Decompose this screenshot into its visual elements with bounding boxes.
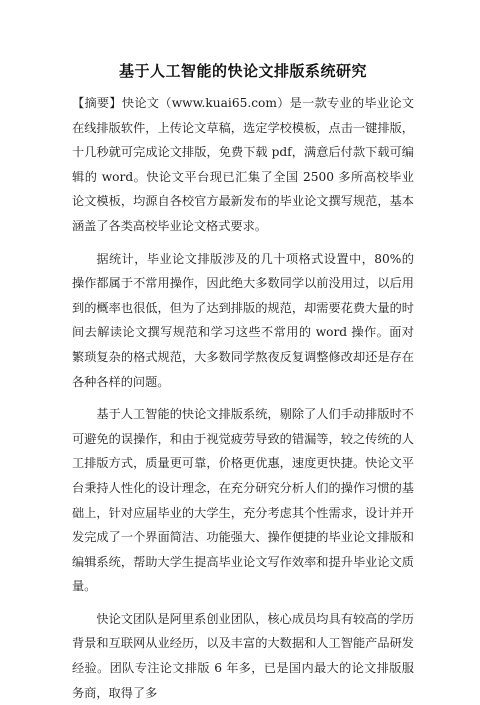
- paragraph-gap: [72, 599, 414, 607]
- abstract-paragraph: [72, 91, 414, 239]
- paragraph-gap: [72, 394, 414, 402]
- document-title: 基于人工智能的快论文排版系统研究: [118, 62, 367, 80]
- paragraph-gap: [72, 239, 414, 247]
- body-paragraph-3: 快论文团队是阿里系创业团队，核心成员均具有较高的学历背景和互联网从业经历，以及丰富的大数据和人工智能产品研发经验。团队专注论文排版 6 年多，已是国内最大的论文排版服务商，取得了多: [72, 611, 414, 700]
- abstract-label: 【摘要】: [72, 96, 122, 110]
- body-paragraph-1: 据统计，毕业论文排版涉及的几十项格式设置中，80%的操作都属于不常用操作，因此绝大多数同学以前没用过，以后用到的概率也很低，但为了达到排版的规范，却需要花费大量的时间去解读论文撰写规范和学习这些不常用的 word 操作。面对繁琐复杂的格式规范，大多数同学熬夜反复调整修改却还是存在各种各样的问题。: [72, 251, 414, 389]
- body-paragraph-2: 基于人工智能的快论文排版系统，剔除了人们手动排版时不可避免的误操作，和由于视觉疲劳导致的错漏等，较之传统的人工排版方式，质量更可靠，价格更优惠，速度更快捷。快论文平台秉持人性化的设计理念，在充分研究分析人们的操作习惯的基础上，针对应届毕业的大学生，充分考虑其个性需求，设计并开发完成了一个界面简洁、功能强大、操作便捷的毕业论文排版和编辑系统，帮助大学生提高毕业论文写作效率和提升毕业论文质量。: [72, 407, 414, 594]
- abstract-text: 快论文（www.kuai65.com）是一款专业的毕业论文在线排版软件，上传论文草稿，选定学校模板，点击一键排版，十几秒就可完成论文排版，免费下载 pdf，满意后付款下载可编辑的 word。快论文平台现已汇集了全国 2500 多所高校毕业论文模板，均源自各校官方最新发布的毕业论文撰写规范，基本涵盖了各类高校毕业论文格式要求。: [72, 96, 415, 233]
